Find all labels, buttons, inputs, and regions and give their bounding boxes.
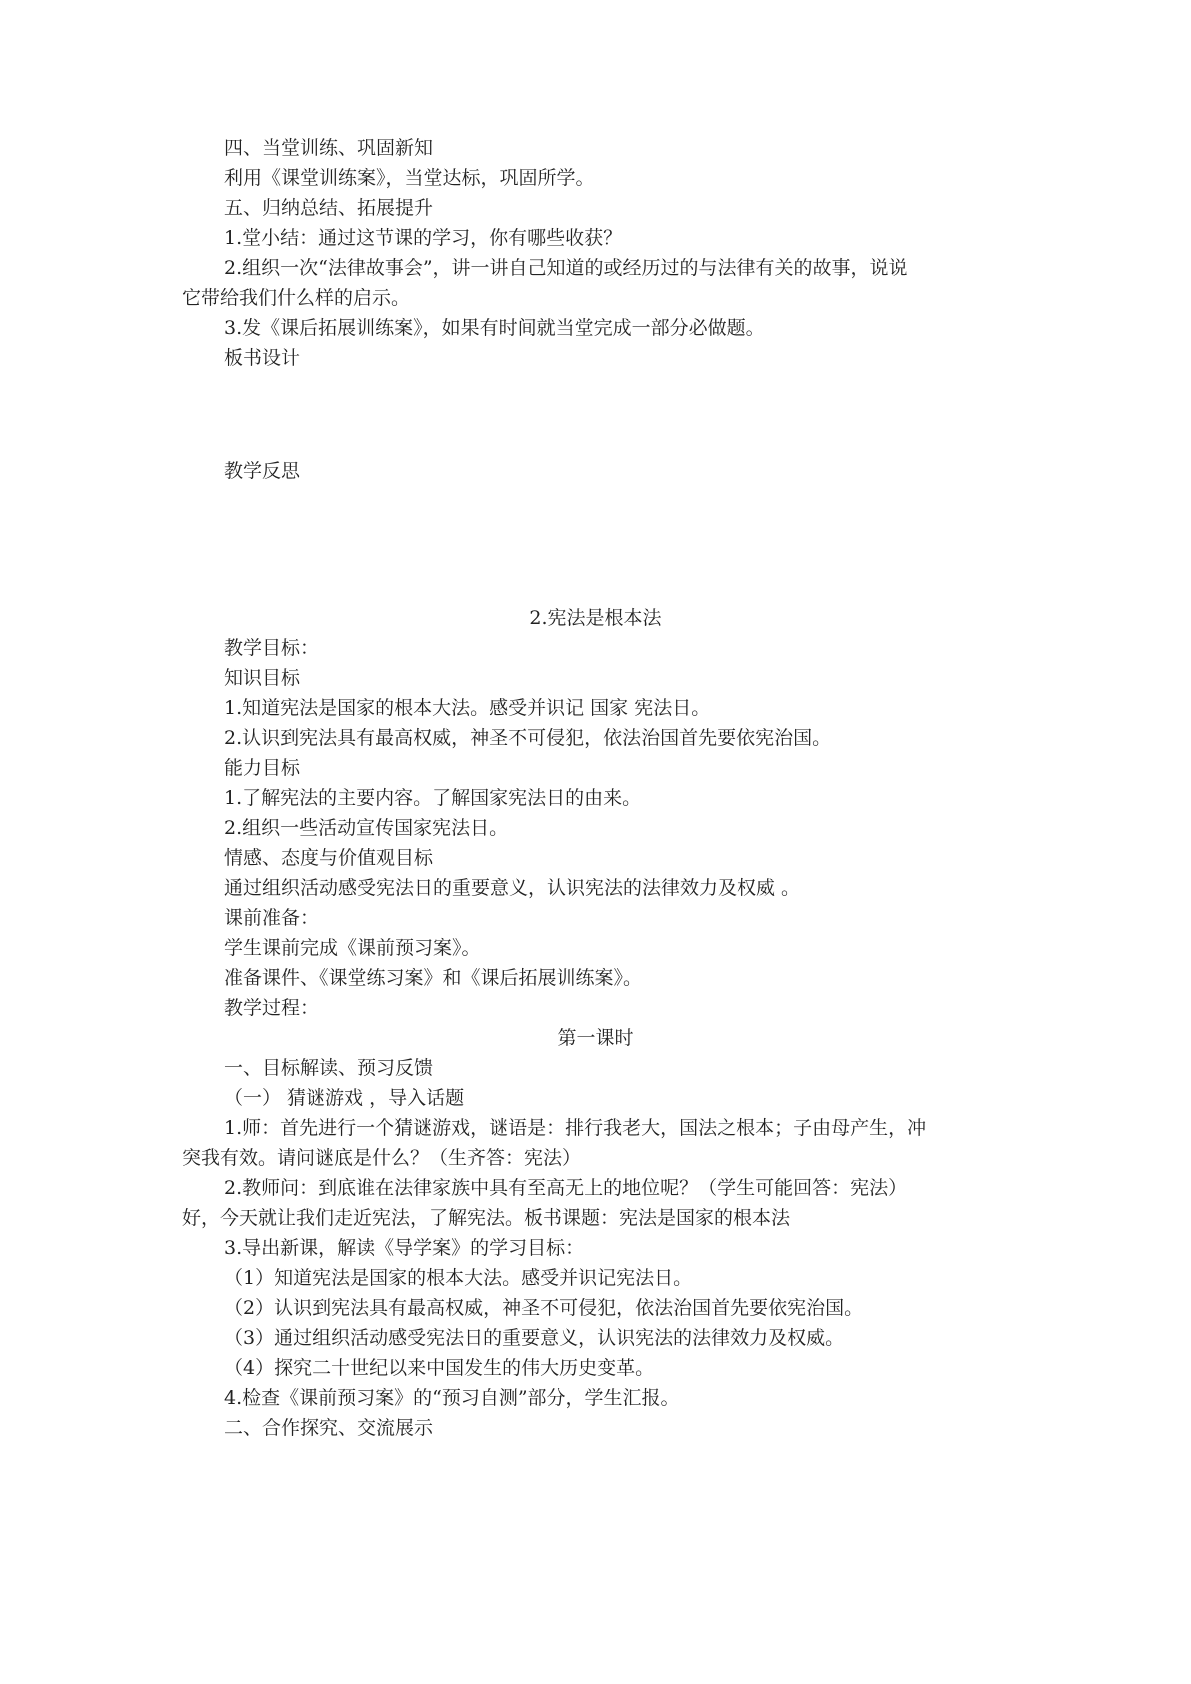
list-item: （2）认识到宪法具有最高权威，神圣不可侵犯，依法治国首先要依宪治国。: [224, 1297, 864, 1319]
ability-label: 能力目标: [224, 757, 301, 779]
paragraph-continuation: 突我有效。请问谜底是什么？（生齐答：宪法）: [182, 1147, 582, 1169]
list-item: （1）知道宪法是国家的根本大法。感受并识记宪法日。: [224, 1267, 693, 1289]
list-item: （4）探究二十世纪以来中国发生的伟大历史变革。: [224, 1357, 655, 1379]
part-heading-1: 一、目标解读、预习反馈: [224, 1057, 434, 1079]
paragraph: 2.教师问：到底谁在法律家族中具有至高无上的地位呢？（学生可能回答：宪法）: [224, 1177, 908, 1199]
paragraph: 1.了解宪法的主要内容。了解国家宪法日的由来。: [224, 787, 642, 809]
paragraph: 2.认识到宪法具有最高权威，神圣不可侵犯，依法治国首先要依宪治国。: [224, 727, 832, 749]
paragraph: 1.知道宪法是国家的根本大法。感受并识记 国家 宪法日。: [224, 697, 711, 719]
process-label: 教学过程：: [224, 997, 320, 1019]
section-heading-4: 四、当堂训练、巩固新知: [224, 137, 434, 159]
paragraph: 2.组织一些活动宣传国家宪法日。: [224, 817, 509, 839]
paragraph: 1.师：首先进行一个猜谜游戏，谜语是：排行我老大，国法之根本；子由母产生，冲: [224, 1117, 927, 1139]
part-heading-2: 二、合作探究、交流展示: [224, 1417, 434, 1439]
sub-heading: （一） 猜谜游戏 ，导入话题: [224, 1087, 465, 1109]
paragraph: 利用《课堂训练案》，当堂达标，巩固所学。: [224, 167, 595, 189]
paragraph: 学生课前完成《课前预习案》。: [224, 937, 481, 959]
paragraph: 4.检查《课前预习案》的“预习自测”部分，学生汇报。: [224, 1387, 680, 1409]
reflection-label: 教学反思: [224, 460, 301, 482]
lesson-title: 2.宪法是根本法: [529, 607, 662, 629]
board-design-label: 板书设计: [224, 347, 301, 369]
period-title: 第一课时: [557, 1027, 634, 1049]
paragraph: 1.堂小结：通过这节课的学习，你有哪些收获？: [224, 227, 623, 249]
knowledge-label: 知识目标: [224, 667, 301, 689]
paragraph: 3.发《课后拓展训练案》，如果有时间就当堂完成一部分必做题。: [224, 317, 765, 339]
emotion-label: 情感、态度与价值观目标: [224, 847, 434, 869]
paragraph: 通过组织活动感受宪法日的重要意义，认识宪法的法律效力及权威 。: [224, 877, 801, 899]
list-item: （3）通过组织活动感受宪法日的重要意义，认识宪法的法律效力及权威。: [224, 1327, 845, 1349]
paragraph: 准备课件、《课堂练习案》和《课后拓展训练案》。: [224, 967, 643, 989]
paragraph: 3.导出新课，解读《导学案》的学习目标：: [224, 1237, 585, 1259]
prep-label: 课前准备：: [224, 907, 320, 929]
paragraph: 2.组织一次“法律故事会”，讲一讲自己知道的或经历过的与法律有关的故事，说说: [224, 257, 908, 279]
paragraph-continuation: 好，今天就让我们走近宪法，了解宪法。板书课题：宪法是国家的根本法: [182, 1207, 791, 1229]
objectives-label: 教学目标：: [224, 637, 320, 659]
section-heading-5: 五、归纳总结、拓展提升: [224, 197, 434, 219]
paragraph-continuation: 它带给我们什么样的启示。: [182, 287, 411, 309]
